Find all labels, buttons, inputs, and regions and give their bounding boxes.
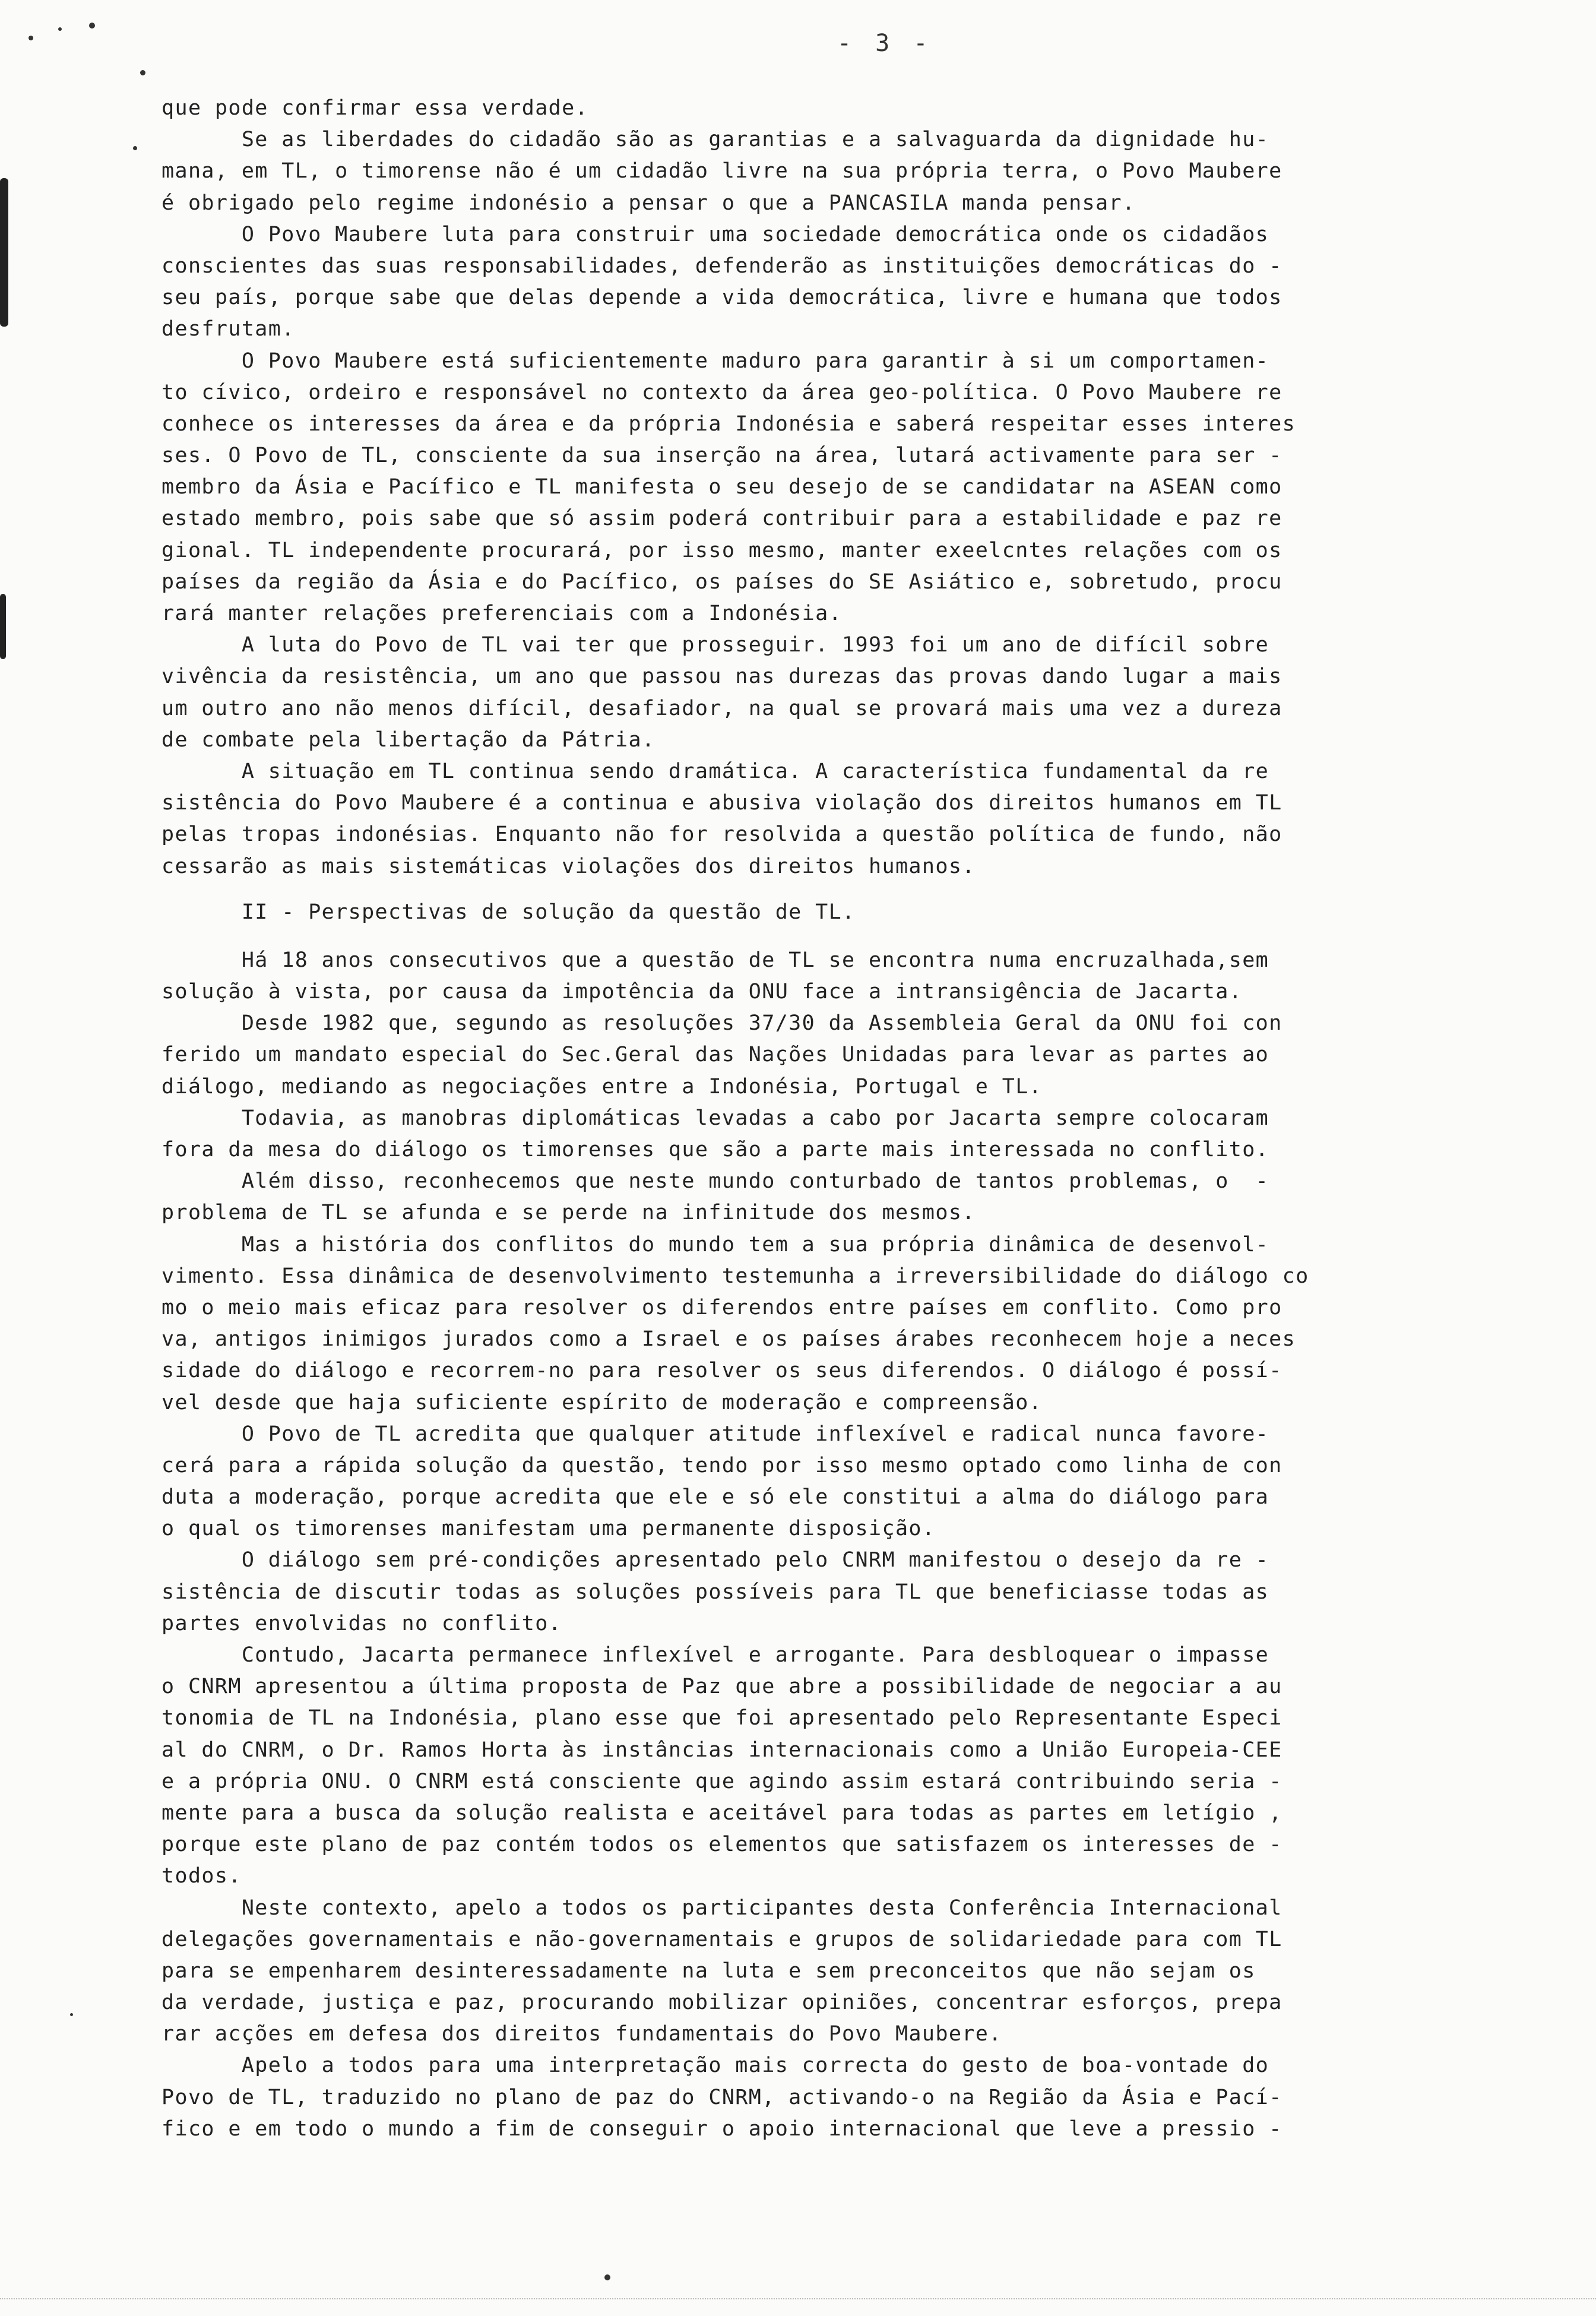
text-line: va, antigos inimigos jurados como a Israel e os países árabes reconhecem hoje a neces	[162, 1327, 1296, 1352]
text-line: gional. TL independente procurará, por isso mesmo, manter exeelcntes relações com os	[162, 538, 1282, 562]
text-line: estado membro, pois sabe que só assim poderá contribuir para a estabilidade e paz re	[162, 507, 1282, 531]
text-line: A luta do Povo de TL vai ter que prosseguir. 1993 foi um ano de difícil sobre	[162, 633, 1269, 657]
text-line: duta a moderação, porque acredita que ele e só ele constitui a alma do diálogo para	[162, 1485, 1269, 1510]
text-line: fico e em todo o mundo a fim de conseguir o apoio internacional que leve a pressio -	[162, 2116, 1282, 2141]
text-line: que pode confirmar essa verdade.	[162, 96, 589, 120]
scan-speck	[133, 146, 137, 150]
text-line: membro da Ásia e Pacífico e TL manifesta o seu desejo de se candidatar na ASEAN como	[162, 475, 1282, 499]
text-line: sidade do diálogo e recorrem-no para resolver os seus diferendos. O diálogo é possí-	[162, 1359, 1282, 1383]
text-line: conscientes das suas responsabilidades, defenderão as instituições democráticas do -	[162, 254, 1282, 278]
text-line: vel desde que haja suficiente espírito de moderação e compreensão.	[162, 1390, 1043, 1415]
page-number: - 3 -	[837, 30, 933, 57]
section-heading: II - Perspectivas de solução da questão de TL.	[162, 900, 856, 924]
text-line: tonomia de TL na Indonésia, plano esse que foi apresentado pelo Representante Especi	[162, 1706, 1282, 1730]
text-line: seu país, porque sabe que delas depende a vida democrática, livre e humana que todos	[162, 286, 1282, 310]
text-line: da verdade, justiça e paz, procurando mobilizar opiniões, concentrar esforços, prepa	[162, 1991, 1282, 2015]
text-line: desfrutam.	[162, 317, 295, 341]
text-line: pelas tropas indonésias. Enquanto não for resolvida a questão política de fundo, não	[162, 822, 1282, 847]
text-line: cerá para a rápida solução da questão, tendo por isso mesmo optado como linha de con	[162, 1453, 1282, 1477]
text-line: sistência de discutir todas as soluções possíveis para TL que beneficiasse todas as	[162, 1580, 1269, 1604]
text-line: problema de TL se afunda e se perde na infinitude dos mesmos.	[162, 1201, 976, 1225]
text-line: de combate pela libertação da Pátria.	[162, 727, 656, 752]
text-line: é obrigado pelo regime indonésio a pensar o que a PANCASILA manda pensar.	[162, 191, 1136, 215]
text-line: Todavia, as manobras diplomáticas levadas a cabo por Jacarta sempre colocaram	[162, 1106, 1269, 1130]
text-line: porque este plano de paz contém todos os elementos que satisfazem os interesses de -	[162, 1833, 1282, 1857]
text-line: Povo de TL, traduzido no plano de paz do CNRM, activando-o na Região da Ásia e Pací-	[162, 2085, 1282, 2109]
text-line: partes envolvidas no conflito.	[162, 1611, 562, 1635]
text-line: solução à vista, por causa da impotência da ONU face a intransigência de Jacarta.	[162, 980, 1243, 1004]
text-line: O Povo Maubere está suficientemente maduro para garantir à si um comportamen-	[162, 349, 1269, 373]
scan-speck	[70, 2013, 73, 2016]
text-line: cessarão as mais sistemáticas violações dos direitos humanos.	[162, 854, 976, 878]
text-line: O diálogo sem pré-condições apresentado pelo CNRM manifestou o desejo da re -	[162, 1548, 1269, 1573]
text-line: rar acções em defesa dos direitos fundamentais do Povo Maubere.	[162, 2022, 1002, 2046]
scan-speck	[604, 2274, 610, 2280]
text-line: Apelo a todos para uma interpretação mais correcta do gesto de boa-vontade do	[162, 2054, 1269, 2078]
text-line: Contudo, Jacarta permanece inflexível e arrogante. Para desbloquear o impasse	[162, 1643, 1269, 1667]
text-line: Se as liberdades do cidadão são as garantias e a salvaguarda da dignidade hu-	[162, 128, 1269, 152]
text-line: O Povo Maubere luta para construir uma sociedade democrática onde os cidadãos	[162, 222, 1269, 246]
text-line: para se empenharem desinteressadamente na luta e sem preconceitos que não sejam os	[162, 1959, 1256, 1983]
text-line: vimento. Essa dinâmica de desenvolvimento testemunha a irreversibilidade do diálogo co	[162, 1264, 1309, 1288]
text-line: países da região da Ásia e do Pacífico, os países do SE Asiático e, sobretudo, procu	[162, 569, 1282, 594]
text-line: Neste contexto, apelo a todos os participantes desta Conferência Internacional	[162, 1896, 1282, 1920]
text-line: rará manter relações preferenciais com a Indonésia.	[162, 602, 843, 625]
scan-bottom-noise	[0, 2298, 1596, 2301]
text-line: ferido um mandato especial do Sec.Geral das Nações Unidadas para levar as partes ao	[162, 1043, 1269, 1067]
text-line: Desde 1982 que, segundo as resoluções 37/30 da Assembleia Geral da ONU foi con	[162, 1011, 1282, 1036]
text-line: mente para a busca da solução realista e aceitável para todas as partes em letígio ,	[162, 1801, 1282, 1825]
text-line: o qual os timorenses manifestam uma permanente disposição.	[162, 1517, 936, 1541]
text-line: mana, em TL, o timorense não é um cidadão livre na sua própria terra, o Povo Maubere	[162, 159, 1282, 183]
text-line: to cívico, ordeiro e responsável no contexto da área geo-política. O Povo Maubere re	[162, 380, 1282, 404]
document-body	[162, 93, 1420, 2145]
text-line: al do CNRM, o Dr. Ramos Horta às instâncias internacionais como a União Europeia-CEE	[162, 1738, 1282, 1762]
scan-speck	[28, 36, 33, 40]
text-line: conhece os interesses da área e da própria Indonésia e saberá respeitar esses interes	[162, 412, 1296, 436]
text-line: Mas a história dos conflitos do mundo tem a sua própria dinâmica de desenvol-	[162, 1232, 1269, 1257]
text-line: mo o meio mais eficaz para resolver os diferendos entre países em conflito. Como pro	[162, 1295, 1282, 1320]
scan-speck	[89, 23, 95, 29]
scan-speck	[58, 27, 62, 31]
text-line: um outro ano não menos difícil, desafiador, na qual se provará mais uma vez a dureza	[162, 696, 1282, 720]
text-line: vivência da resistência, um ano que passou nas durezas das provas dando lugar a mais	[162, 665, 1282, 689]
text-line: ses. O Povo de TL, consciente da sua inserção na área, lutará activamente para ser -	[162, 444, 1282, 468]
text-line: fora da mesa do diálogo os timorenses que são a parte mais interessada no conflito.	[162, 1138, 1269, 1162]
scan-binding-mark	[0, 178, 8, 327]
text-line: diálogo, mediando as negociações entre a Indonésia, Portugal e TL.	[162, 1074, 1043, 1099]
text-line: O Povo de TL acredita que qualquer atitude inflexível e radical nunca favore-	[162, 1422, 1269, 1446]
scan-speck	[140, 70, 145, 75]
text-line: todos.	[162, 1864, 242, 1888]
text-line: o CNRM apresentou a última proposta de Paz que abre a possibilidade de negociar a au	[162, 1675, 1282, 1699]
text-line: Há 18 anos consecutivos que a questão de TL se encontra numa encruzalhada,sem	[162, 948, 1269, 972]
text-line: delegações governamentais e não-governamentais e grupos de solidariedade para com TL	[162, 1927, 1282, 1951]
text-line: Além disso, reconhecemos que neste mundo conturbado de tantos problemas, o -	[162, 1169, 1269, 1194]
scan-binding-mark	[0, 594, 6, 659]
text-line: e a própria ONU. O CNRM está consciente que agindo assim estará contribuindo seria -	[162, 1769, 1282, 1793]
text-line: A situação em TL continua sendo dramática. A característica fundamental da re	[162, 759, 1269, 783]
text-line: sistência do Povo Maubere é a continua e abusiva violação dos direitos humanos em TL	[162, 791, 1282, 815]
